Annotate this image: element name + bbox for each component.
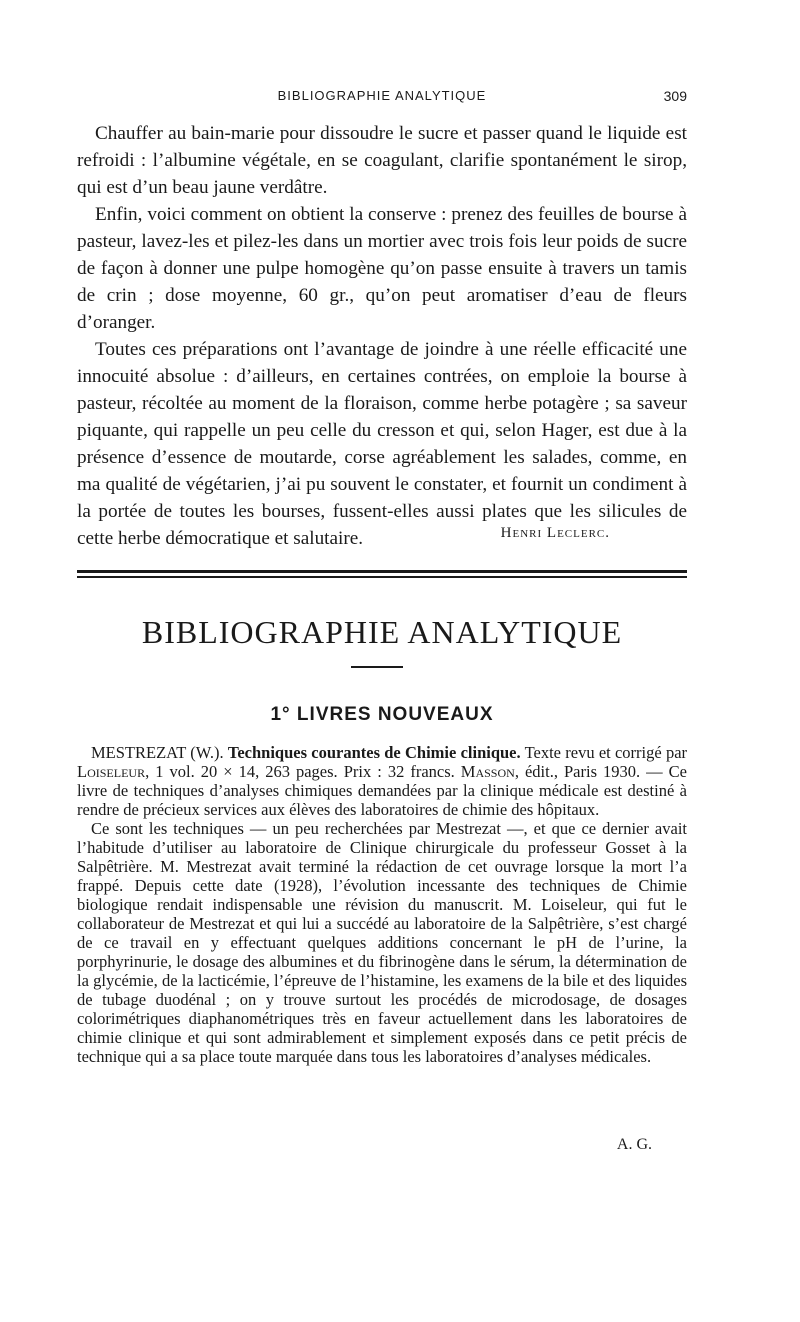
review-author: MESTREZAT (W.).	[91, 743, 224, 762]
section-title: BIBLIOGRAPHIE ANALYTIQUE	[141, 614, 623, 650]
article-paragraph-2: Enfin, voici comment on obtient la conserve : prenez des feuilles de bourse à pasteur, lavez-les et pilez-les dans un mortier avec trois fois leur poids de sucre de façon à donner une pulpe homogène qu’on passe ensuite à travers un tamis de crin ; dose moyenne, 60 gr., qu’on peut aromatiser d’eau de fleurs d’oranger.	[77, 204, 687, 333]
review-paragraph-2: Ce sont les techniques — un peu recherchées par Mestrezat —, et que ce dernier avait l’habitude d’utiliser au laboratoire de Clinique chirurgicale du professeur Gosset à la Salpêtrière. M. Mestrezat avait terminé la rédaction de cet ouvrage lorsque la mort l’a frappé. Depuis cette date (1928), l’évolution incessante des techniques de Chimie biologique rendait indispensable une révision du manuscrit. M. Loiseleur, qui fut le collaborateur de Mestrezat et qui lui a succédé au laboratoire de la Salpêtrière, s’est chargé de ce travail en y effectuant quelques additions concernant le pH de l’urine, la porphyrinurie, le dosage des albumines et du fibrinogène dans le sérum, la détermination de la glycémie, de la lacticémie, l’épreuve de l’histamine, les examens de la bile et des liquides de tubage duodénal ; on y trouve surtout les procédés de microdosage, de dosages colorimétriques diaphanométriques très en faveur actuellement dans les laboratoires de chimie clinique et qui sont admirablement et simplement exposés dans ce petit précis de technique qui a sa place toute marquée dans tous les laboratoires d’analyses médicales.	[77, 819, 687, 1066]
subsection-title: 1° LIVRES NOUVEAUX	[270, 704, 494, 725]
review-lead: Texte revu et corrigé par	[520, 743, 688, 762]
double-rule-top	[77, 570, 687, 573]
reviser-name: Loiseleur	[77, 762, 146, 781]
review-paragraph-1	[77, 743, 687, 819]
article-signature: Henri Leclerc.	[500, 525, 610, 541]
publisher-name: Masson	[460, 762, 515, 781]
book-review	[77, 743, 687, 1066]
book-details: , 1 vol. 20 × 14, 263 pages. Prix : 32 francs.	[145, 762, 461, 781]
review-summary: , édit., Paris 1930. — Ce livre de techniques d’analyses chimiques demandées par la clinique médicale est destiné à rendre de précieux services aux élèves des laboratoires de chimie des hôpitaux.	[77, 762, 687, 819]
page-number: 309	[663, 88, 687, 104]
double-rule-bottom	[77, 576, 687, 578]
running-head-title: BIBLIOGRAPHIE ANALYTIQUE	[277, 88, 487, 103]
title-underline	[351, 666, 403, 668]
article-paragraph-3: Toutes ces préparations ont l’avantage de joindre à une réelle efficacité une innocuité absolue : d’ailleurs, en certaines contrées, on emploie la bourse à pasteur, récoltée au moment de la floraison, comme herbe potagère ; sa saveur piquante, qui rappelle un peu celle du cresson et qui, selon Hager, est due à la présence d’essence de moutarde, corse agréablement les salades, comme, en ma qualité de végétarien, j’ai pu souvent le constater, et fournit un condiment à la portée de toutes les bourses, fussent-elles aussi plates que les silicules de cette herbe démocratique et salutaire.	[77, 339, 687, 549]
article-paragraph-1: Chauffer au bain-marie pour dissoudre le sucre et passer quand le liquide est refroidi : l’albumine végétale, en se coagulant, clarifie spontanément le sirop, qui est d’un beau jaune verdâtre.	[77, 123, 687, 198]
article-continuation	[77, 120, 687, 552]
running-head	[77, 88, 687, 110]
review-initials: A. G.	[616, 1136, 652, 1153]
book-title: Techniques courantes de Chimie clinique.	[227, 743, 521, 762]
